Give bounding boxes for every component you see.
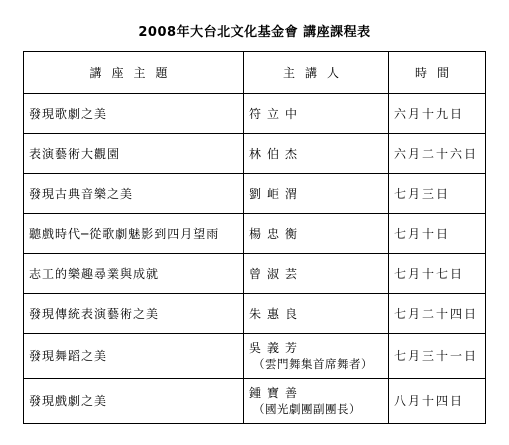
date-cell: 七月十七日 [389, 254, 486, 294]
date-cell: 七月十日 [389, 214, 486, 254]
course-schedule-table [23, 51, 486, 424]
page-title: 2008年大台北文化基金會 講座課程表 [138, 25, 371, 40]
date-cell: 七月三日 [389, 174, 486, 214]
table-row [24, 214, 486, 254]
speaker-cell: 林伯杰 [244, 134, 389, 174]
table-row [24, 379, 486, 424]
speaker-cell [244, 379, 389, 424]
speaker-title-note: （國光劇團副團長） [253, 402, 361, 416]
topic-cell: 發現傳統表演藝術之美 [24, 294, 244, 334]
table-header-row [24, 52, 486, 94]
speaker-title-note: （雲門舞集首席舞者） [253, 357, 373, 371]
speaker-cell: 曾淑芸 [244, 254, 389, 294]
header-topic: 講座主題 [24, 52, 244, 94]
topic-cell: 發現舞蹈之美 [24, 334, 244, 379]
topic-cell: 表演藝術大觀園 [24, 134, 244, 174]
speaker-cell [244, 334, 389, 379]
date-cell: 六月十九日 [389, 94, 486, 134]
speaker-cell: 朱惠良 [244, 294, 389, 334]
table-row [24, 294, 486, 334]
speaker-name: 鍾寶善 [249, 386, 304, 400]
table-row [24, 334, 486, 379]
topic-cell: 發現戲劇之美 [24, 379, 244, 424]
topic-cell: 志工的樂趣尋業與成就 [24, 254, 244, 294]
speaker-cell: 劉岠渭 [244, 174, 389, 214]
date-cell: 七月三十一日 [389, 334, 486, 379]
speaker-cell: 楊忠衡 [244, 214, 389, 254]
date-cell: 七月二十四日 [389, 294, 486, 334]
speaker-cell: 符立中 [244, 94, 389, 134]
table-row [24, 94, 486, 134]
header-speaker: 主講人 [244, 52, 389, 94]
topic-cell: 聽戲時代─從歌劇魅影到四月望雨 [24, 214, 244, 254]
topic-cell: 發現古典音樂之美 [24, 174, 244, 214]
date-cell: 六月二十六日 [389, 134, 486, 174]
table-row [24, 174, 486, 214]
date-cell: 八月十四日 [389, 379, 486, 424]
topic-cell: 發現歌劇之美 [24, 94, 244, 134]
speaker-name: 吳義芳 [249, 341, 304, 355]
header-date: 時間 [389, 52, 486, 94]
table-row [24, 134, 486, 174]
table-row [24, 254, 486, 294]
